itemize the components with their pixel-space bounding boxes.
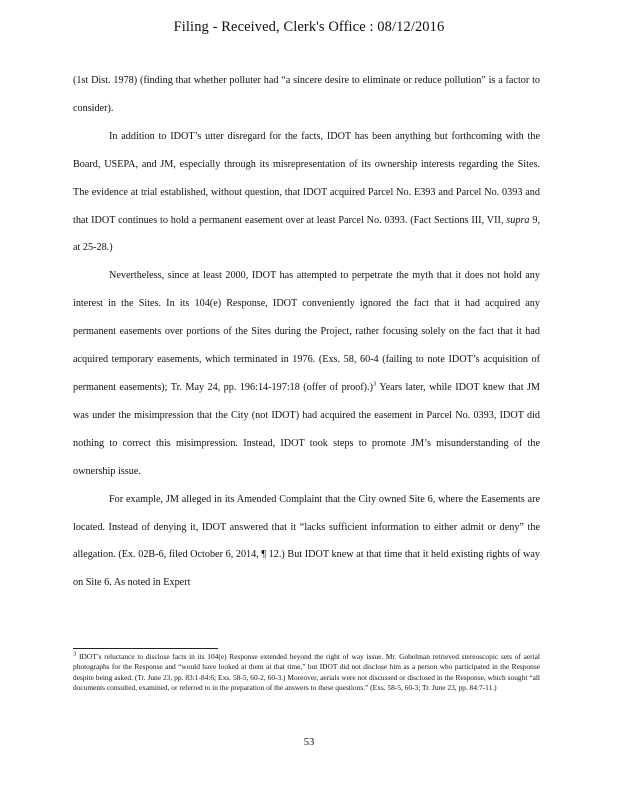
footnote-marker: 3 [73,650,77,658]
filing-header: Filing - Received, Clerk's Office : 08/12/2016 [173,19,445,35]
footnote-divider [73,648,218,649]
citation-supra: supra [506,214,530,226]
paragraph-text-tail: 9, at 25-28.) [73,214,540,254]
footnote-reference[interactable]: 3 [373,380,377,388]
footnote [73,652,540,694]
paragraph-text: In addition to IDOT’s utter disregard for the facts, IDOT has been anything but forthcoming with the Board, USEPA, and JM, especially through its misrepresentation of its ownership interests regarding the Sites. The evidence at trial established, without question, that IDOT acquired Parcel No. E393 and Parcel No. 0393 and that IDOT continues to hold a permanent easement over at least Parcel No. 0393. (Fact Sections III, VII, [73,130,540,226]
paragraph-continuation: (1st Dist. 1978) (finding that whether polluter had “a sincere desire to eliminate or reduce pollution” is a factor to consider). [73,75,540,114]
paragraph-for-example: For example, JM alleged in its Amended Complaint that the City owned Site 6, where the Easements are located. Instead of denying it, IDOT answered that it “lacks sufficient information to either admit or deny” the allegation. (Ex. 02B-6, filed October 6, 2014, ¶ 12.) But IDOT knew at that time that it held existing rights of way on Site 6. As noted in Expert [73,493,540,589]
paragraph-nevertheless [73,262,540,485]
footnote-text: IDOT’s reluctance to disclose facts in its 104(e) Response extended beyond the right of way issue. Mr. Gobelman retrieved stereoscopic sets of aerial photographs for the Response and “would have looked at them at that time,” but IDOT did not disclose him as a person who participated in the Response despite being asked. (Tr. June 23, pp. 83:1-84:6; Exs. 58-5, 60-2, 60-3.) Moreover, aerials were not discussed or disclosed in the Response, which sought “all documents consulted, examined, or referred to in the preparation of the answers to these questions.” (Exs. 58-5, 60-3; Tr. June 23, pp. 84:7-11.) [73,652,540,693]
paragraph-text: Nevertheless, since at least 2000, IDOT has attempted to perpetrate the myth that it does not hold any interest in the Sites. In its 104(e) Response, IDOT conveniently ignored the fact that it had acquired any permanent easements over portions of the Sites during the Project, rather focusing solely on the fact that it had acquired temporary easements, which terminated in 1976. (Exs. 58, 60-4 (failing to note IDOT’s acquisition of permanent easements); Tr. May 24, pp. 196:14-197:18 (offer of proof).) [73,270,540,393]
paragraph-idot-disregard [73,123,540,263]
document-body [73,67,540,597]
paragraph-text-tail: Years later, while IDOT knew that JM was under the misimpression that the City (not IDOT) had acquired the easement in Parcel No. 0393, IDOT did nothing to correct this misimpression. Instead, IDOT took steps to promote JM’s misunderstanding of the ownership issue. [73,381,540,477]
page-number: 53 [303,737,315,748]
